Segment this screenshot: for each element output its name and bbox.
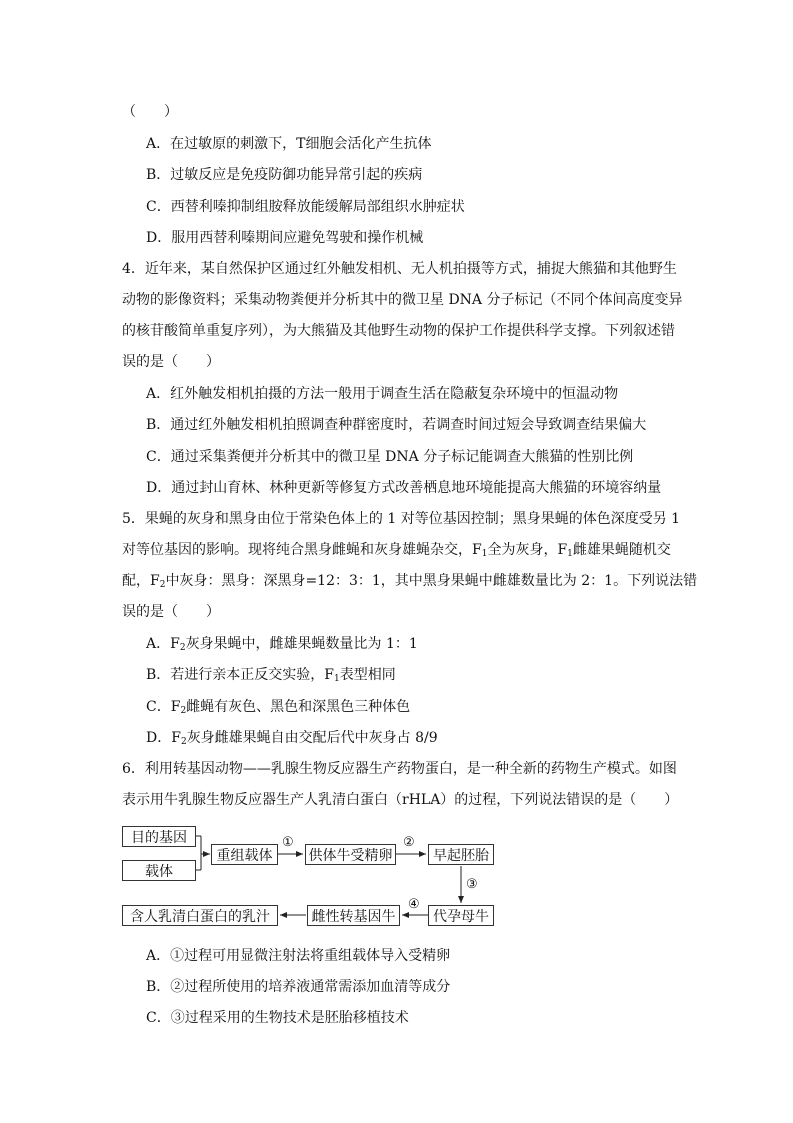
- q6-stem-line-1: 6．利用转基因动物——乳腺生物反应器生产药物蛋白，是一种全新的药物生产模式。如图: [122, 761, 677, 777]
- box-recombinant-vector: 重组载体: [211, 844, 278, 865]
- q3-option-d: D．服用西替利嗪期间应避免驾驶和操作机械: [146, 230, 424, 246]
- box-vector: 载体: [122, 860, 196, 881]
- q5-stem-line-2: 对等位基因的影响。现将纯合黑身雌蝇和灰身雄蝇杂交，$F_1$全为灰身，$F_1$雌雄果蝇随机交: [122, 542, 671, 559]
- step-label-2: ②: [403, 835, 415, 850]
- q5-stem-line-3: 配，$F_2$中灰身：黑身：深黑身=12：3：1，其中黑身果蝇中雌雄数量比为 2：1。下列说法错: [122, 573, 698, 590]
- q5-option-a: A．$F_2$灰身果蝇中，雌雄果蝇数量比为 1：1: [146, 636, 418, 653]
- q5-option-d: D．$F_2$灰身雌雄果蝇自由交配后代中灰身占 8/9: [146, 730, 438, 747]
- q6-option-c: C．③过程采用的生物技术是胚胎移植技术: [146, 1010, 409, 1026]
- q5-stem-line-1: 5．果蝇的灰身和黑身由位于常染色体上的 1 对等位基因控制；黑身果蝇的体色深度受另 1: [122, 511, 681, 527]
- q3-option-b: B．过敏反应是免疫防御功能异常引起的疾病: [146, 167, 423, 183]
- q3-answer-paren: （ ）: [122, 104, 178, 120]
- q6-option-b: B．②过程所使用的培养液通常需添加血清等成分: [146, 979, 451, 995]
- q4-stem-line-4: 误的是（ ）: [122, 354, 220, 370]
- box-surrogate-cow: 代孕母牛: [428, 905, 494, 926]
- q4-stem-line-1: 4．近年来，某自然保护区通过红外触发相机、无人机拍摄等方式，捕捉大熊猫和其他野生: [122, 261, 677, 277]
- box-female-transgenic-cow: 雌性转基因牛: [307, 905, 400, 926]
- q4-option-b: B．通过红外触发相机拍照调查种群密度时，若调查时间过短会导致调查结果偏大: [146, 417, 647, 433]
- q4-stem-line-3: 的核苷酸简单重复序列），为大熊猫及其他野生动物的保护工作提供科学支撑。下列叙述错: [122, 323, 675, 339]
- q3-option-c: C．西替利嗪抑制组胺释放能缓解局部组织水肿症状: [146, 199, 465, 215]
- box-target-gene: 目的基因: [122, 826, 196, 847]
- box-donor-fertilized-egg: 供体牛受精卵: [305, 844, 396, 865]
- box-early-embryo: 早起胚胎: [428, 844, 494, 865]
- q5-option-c: C．$F_2$雌蝇有灰色、黑色和深黑色三种体色: [146, 699, 411, 716]
- q4-option-c: C．通过采集粪便并分析其中的微卫星 DNA 分子标记能调查大熊猫的性别比例: [146, 449, 634, 465]
- q4-option-d: D．通过封山育林、林种更新等修复方式改善栖息地环境能提高大熊猫的环境容纳量: [146, 480, 662, 496]
- step-label-4: ④: [408, 897, 420, 912]
- step-label-3: ③: [466, 877, 478, 892]
- q6-option-a: A．①过程可用显微注射法将重组载体导入受精卵: [146, 948, 451, 964]
- q5-stem-line-4: 误的是（ ）: [122, 604, 220, 620]
- q3-option-a: A．在过敏原的刺激下，T细胞会活化产生抗体: [146, 136, 432, 152]
- step-label-1: ①: [282, 835, 294, 850]
- q6-stem-line-2: 表示用牛乳腺生物反应器生产人乳清白蛋白（rHLA）的过程，下列说法错误的是（ ）: [122, 792, 679, 808]
- q4-stem-line-2: 动物的影像资料；采集动物粪便并分析其中的微卫星 DNA 分子标记（不同个体间高度变异: [122, 292, 683, 308]
- box-milk-with-protein: 含人乳清白蛋白的乳汁: [122, 905, 278, 926]
- q5-option-b: B．若进行亲本正反交实验，$F_1$表型相同: [146, 667, 396, 684]
- q4-option-a: A．红外触发相机拍摄的方法一般用于调查生活在隐蔽复杂环境中的恒温动物: [146, 386, 619, 402]
